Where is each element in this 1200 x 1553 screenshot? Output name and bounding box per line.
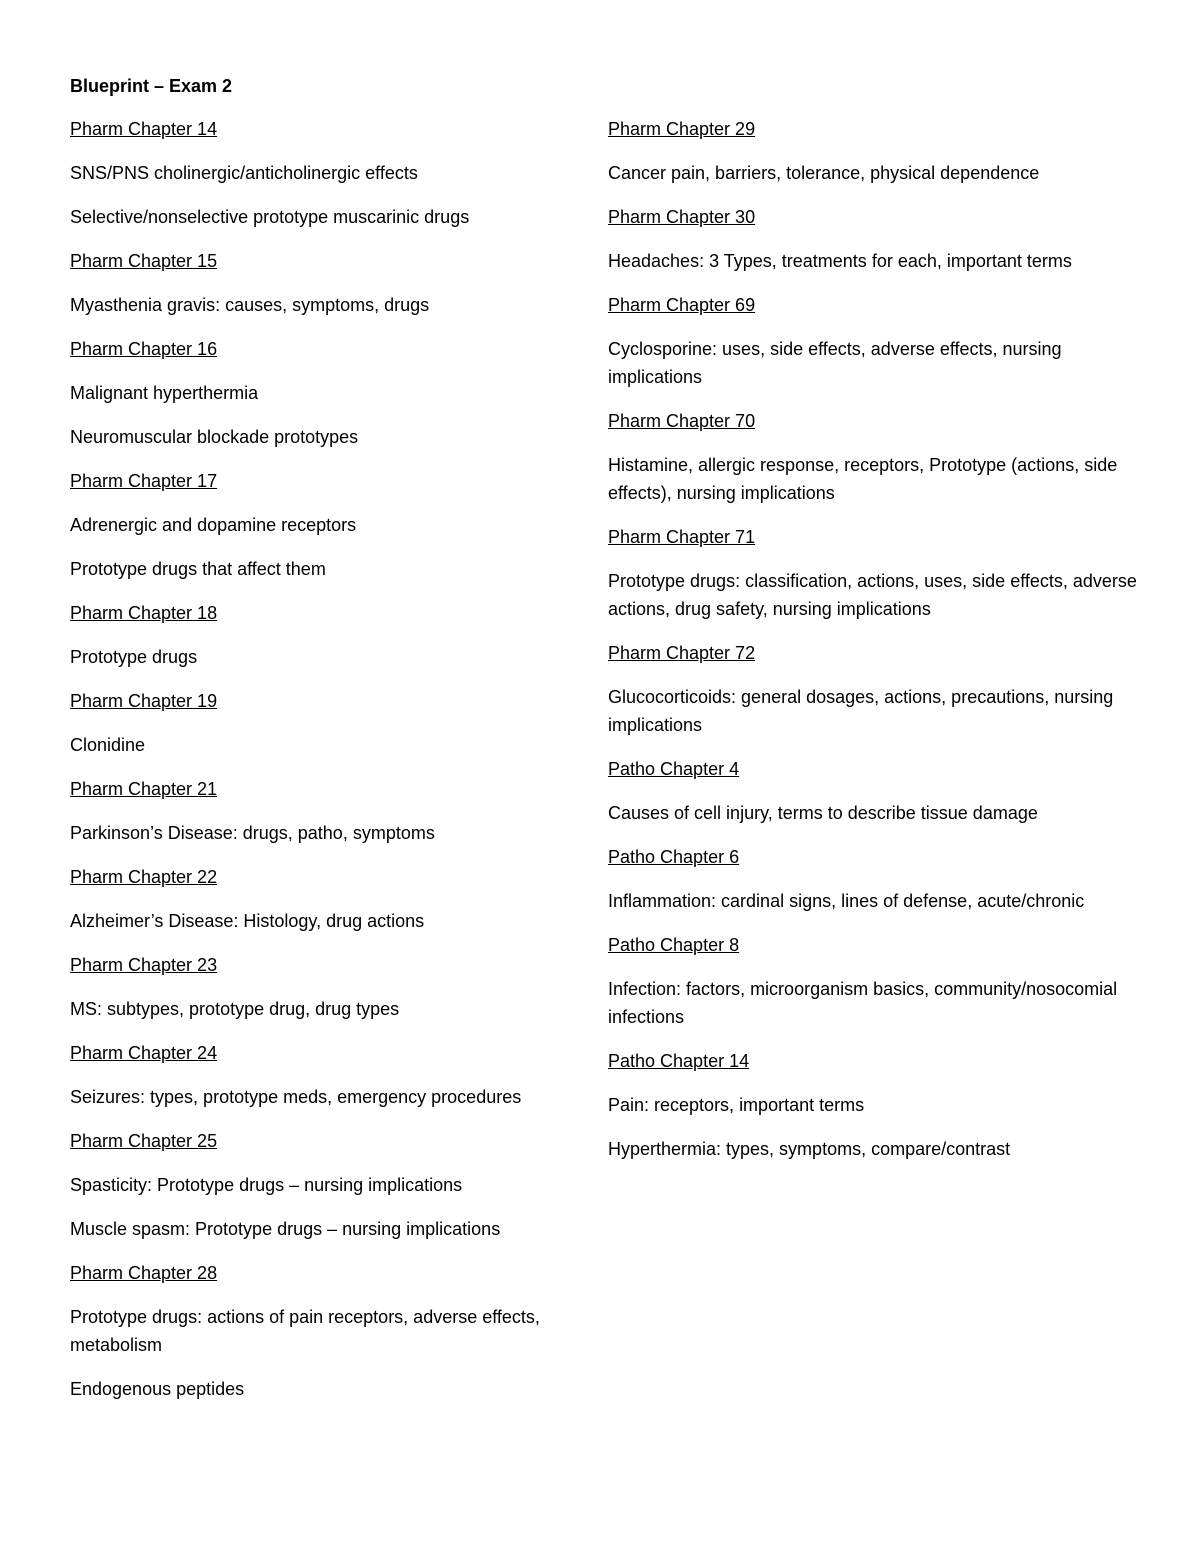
chapter-section xyxy=(70,115,595,231)
chapter-heading: Pharm Chapter 28 xyxy=(70,1263,218,1283)
chapter-section xyxy=(608,203,1138,275)
chapter-section xyxy=(608,843,1138,915)
chapter-section xyxy=(70,775,595,847)
topic-line: Histamine, allergic response, receptors, Prototype (actions, side effects), nursing implications xyxy=(608,455,1118,503)
chapter-section xyxy=(608,931,1138,1031)
topic-line: Infection: factors, microorganism basics, community/nosocomial infections xyxy=(608,979,1118,1027)
chapter-heading: Pharm Chapter 23 xyxy=(70,955,218,975)
topic-line: Prototype drugs: classification, actions, uses, side effects, adverse actions, drug safety, nursing implications xyxy=(608,571,1137,619)
chapter-heading: Pharm Chapter 16 xyxy=(70,339,218,359)
chapter-section xyxy=(70,1259,595,1403)
topic-line: Causes of cell injury, terms to describe tissue damage xyxy=(608,803,1038,823)
topic-line: Malignant hyperthermia xyxy=(70,383,259,403)
topic-line: Spasticity: Prototype drugs – nursing implications xyxy=(70,1175,463,1195)
chapter-section xyxy=(608,115,1138,187)
chapter-heading: Patho Chapter 8 xyxy=(608,935,740,955)
chapter-section xyxy=(70,951,595,1023)
chapter-section xyxy=(608,755,1138,827)
topic-line: Prototype drugs xyxy=(70,647,198,667)
topic-line: Neuromuscular blockade prototypes xyxy=(70,427,359,447)
chapter-heading: Pharm Chapter 18 xyxy=(70,603,218,623)
chapter-section xyxy=(70,247,595,319)
topic-line: Glucocorticoids: general dosages, actions, precautions, nursing implications xyxy=(608,687,1114,735)
topic-line: Selective/nonselective prototype muscarinic drugs xyxy=(70,207,470,227)
chapter-heading: Patho Chapter 6 xyxy=(608,847,740,867)
topic-line: Cyclosporine: uses, side effects, adverse effects, nursing implications xyxy=(608,339,1062,387)
chapter-heading: Pharm Chapter 15 xyxy=(70,251,218,271)
topic-line: Prototype drugs that affect them xyxy=(70,559,326,579)
topic-line: Seizures: types, prototype meds, emergency procedures xyxy=(70,1087,522,1107)
topic-line: Hyperthermia: types, symptoms, compare/contrast xyxy=(608,1139,1011,1159)
topic-line: Alzheimer’s Disease: Histology, drug actions xyxy=(70,911,425,931)
topic-line: Clonidine xyxy=(70,735,146,755)
left-column xyxy=(70,115,595,1419)
chapter-heading: Pharm Chapter 69 xyxy=(608,295,756,315)
chapter-heading: Pharm Chapter 17 xyxy=(70,471,218,491)
chapter-heading: Patho Chapter 4 xyxy=(608,759,740,779)
topic-line: Endogenous peptides xyxy=(70,1379,245,1399)
chapter-heading: Pharm Chapter 29 xyxy=(608,119,756,139)
chapter-section xyxy=(608,407,1138,507)
topic-line: SNS/PNS cholinergic/anticholinergic effects xyxy=(70,163,418,183)
topic-line: Myasthenia gravis: causes, symptoms, drugs xyxy=(70,295,430,315)
chapter-section xyxy=(608,1047,1138,1163)
chapter-heading: Pharm Chapter 22 xyxy=(70,867,218,887)
document-title: Blueprint – Exam 2 xyxy=(70,76,233,96)
topic-line: MS: subtypes, prototype drug, drug types xyxy=(70,999,400,1019)
topic-line: Adrenergic and dopamine receptors xyxy=(70,515,357,535)
chapter-heading: Pharm Chapter 21 xyxy=(70,779,218,799)
chapter-section xyxy=(70,1039,595,1111)
right-column xyxy=(608,115,1138,1179)
topic-line: Parkinson’s Disease: drugs, patho, symptoms xyxy=(70,823,435,843)
chapter-heading: Pharm Chapter 19 xyxy=(70,691,218,711)
chapter-section xyxy=(70,467,595,583)
chapter-section xyxy=(608,523,1138,623)
topic-line: Muscle spasm: Prototype drugs – nursing implications xyxy=(70,1219,501,1239)
chapter-heading: Pharm Chapter 24 xyxy=(70,1043,218,1063)
chapter-section xyxy=(70,863,595,935)
chapter-section xyxy=(70,335,595,451)
chapter-heading: Pharm Chapter 72 xyxy=(608,643,756,663)
chapter-section xyxy=(70,1127,595,1243)
chapter-section xyxy=(608,291,1138,391)
chapter-section xyxy=(70,599,595,671)
chapter-heading: Pharm Chapter 71 xyxy=(608,527,756,547)
chapter-section xyxy=(70,687,595,759)
chapter-heading: Pharm Chapter 70 xyxy=(608,411,756,431)
chapter-heading: Pharm Chapter 25 xyxy=(70,1131,218,1151)
chapter-heading: Pharm Chapter 30 xyxy=(608,207,756,227)
topic-line: Pain: receptors, important terms xyxy=(608,1095,865,1115)
chapter-heading: Pharm Chapter 14 xyxy=(70,119,218,139)
chapter-heading: Patho Chapter 14 xyxy=(608,1051,750,1071)
chapter-section xyxy=(608,639,1138,739)
topic-line: Cancer pain, barriers, tolerance, physical dependence xyxy=(608,163,1040,183)
topic-line: Headaches: 3 Types, treatments for each, important terms xyxy=(608,251,1072,271)
topic-line: Prototype drugs: actions of pain receptors, adverse effects, metabolism xyxy=(70,1307,540,1355)
topic-line: Inflammation: cardinal signs, lines of defense, acute/chronic xyxy=(608,891,1085,911)
